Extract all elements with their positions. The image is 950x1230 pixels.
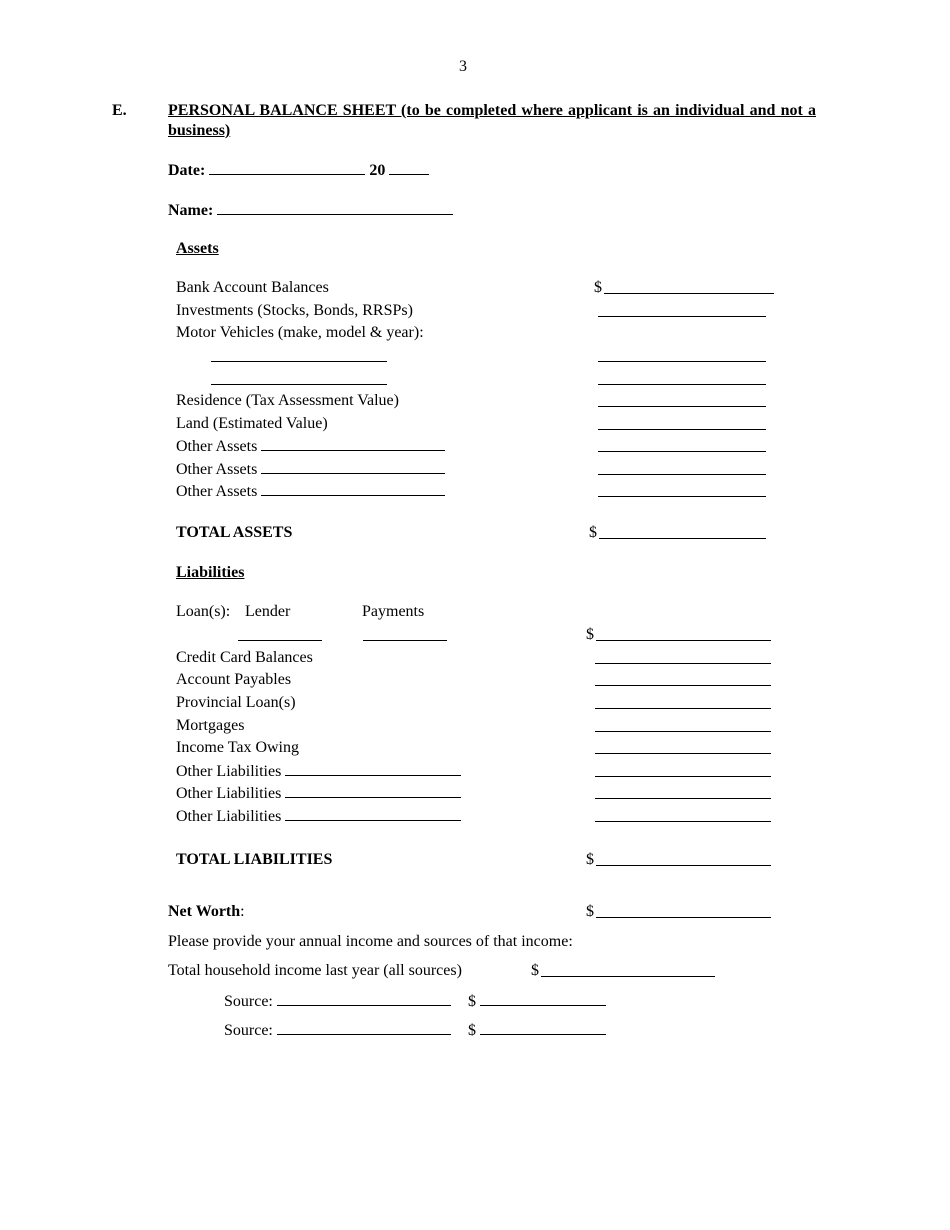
name-label: Name: [168,202,214,219]
bank-label: Bank Account Balances [176,279,329,296]
income-tax-amount-field[interactable] [595,753,771,754]
net-worth-currency: $ [586,903,594,920]
section-letter: E. [112,102,127,119]
other-assets-1-row [176,437,445,456]
vehicle-1-amount-field[interactable] [598,361,766,362]
source-1-label: Source: [224,993,273,1010]
vehicle-2-description-field[interactable] [211,384,387,385]
net-worth-label: Net Worth [168,903,241,920]
source-2-currency: $ [468,1022,476,1039]
lender-label: Lender [245,603,291,620]
name-field[interactable] [217,201,453,215]
net-worth-amount-field[interactable] [596,917,771,918]
other-liabilities-2-label: Other Liabilities [176,785,282,802]
other-assets-3-description-field[interactable] [261,482,445,496]
page-number: 3 [459,58,467,75]
source-2-amount-row [468,1021,606,1040]
total-income-amount-field[interactable] [541,976,715,977]
total-assets-amount-field[interactable] [599,538,766,539]
loans-label: Loan(s): [176,603,231,620]
section-title: PERSONAL BALANCE SHEET (to be completed where applicant is an individual and not a business) [168,102,816,139]
total-income-currency: $ [531,962,539,979]
residence-label: Residence (Tax Assessment Value) [176,392,399,409]
date-year-prefix: 20 [369,162,386,179]
source-1-amount-field[interactable] [480,992,606,1006]
total-liabilities-label: TOTAL LIABILITIES [176,851,333,868]
other-assets-1-description-field[interactable] [261,437,445,451]
bank-currency: $ [594,279,602,296]
other-liabilities-3-row [176,807,461,826]
payments-label: Payments [362,603,425,620]
other-assets-1-amount-field[interactable] [598,451,766,452]
source-1-row [224,992,451,1011]
land-amount-field[interactable] [598,429,766,430]
other-liabilities-1-amount-field[interactable] [595,776,771,777]
source-1-description-field[interactable] [277,992,451,1006]
other-assets-3-row [176,482,445,501]
net-worth-colon: : [240,903,245,920]
other-liabilities-3-description-field[interactable] [285,807,461,821]
other-assets-3-amount-field[interactable] [598,496,766,497]
other-liabilities-1-description-field[interactable] [285,762,461,776]
residence-amount-field[interactable] [598,406,766,407]
source-2-label: Source: [224,1022,273,1039]
account-payables-amount-field[interactable] [595,685,771,686]
other-assets-1-label: Other Assets [176,438,258,455]
credit-card-amount-field[interactable] [595,663,771,664]
source-2-amount-field[interactable] [480,1021,606,1035]
source-1-amount-row [468,992,606,1011]
other-liabilities-2-row [176,784,461,803]
other-assets-3-label: Other Assets [176,483,258,500]
provincial-loans-label: Provincial Loan(s) [176,694,296,711]
loan-payments-field[interactable] [363,640,447,641]
vehicle-2-amount-field[interactable] [598,384,766,385]
total-assets-currency: $ [589,524,597,541]
source-2-row [224,1021,451,1040]
assets-heading: Assets [176,240,219,257]
loans-amount-field[interactable] [596,640,771,641]
other-liabilities-1-label: Other Liabilities [176,763,282,780]
date-label: Date: [168,162,206,179]
other-liabilities-3-label: Other Liabilities [176,808,282,825]
investments-amount-field[interactable] [598,316,766,317]
land-label: Land (Estimated Value) [176,415,328,432]
total-liabilities-currency: $ [586,851,594,868]
date-field[interactable] [209,161,365,175]
total-assets-label: TOTAL ASSETS [176,524,293,541]
name-row [168,201,453,220]
other-assets-2-label: Other Assets [176,461,258,478]
other-assets-2-description-field[interactable] [261,460,445,474]
liabilities-heading: Liabilities [176,564,245,581]
bank-amount-field[interactable] [604,293,774,294]
motor-vehicles-label: Motor Vehicles (make, model & year): [176,324,424,341]
income-prompt: Please provide your annual income and sources of that income: [168,933,573,950]
other-liabilities-2-amount-field[interactable] [595,798,771,799]
mortgages-amount-field[interactable] [595,731,771,732]
investments-label: Investments (Stocks, Bonds, RRSPs) [176,302,413,319]
source-2-description-field[interactable] [277,1021,451,1035]
vehicle-1-description-field[interactable] [211,361,387,362]
total-liabilities-amount-field[interactable] [596,865,771,866]
other-assets-2-amount-field[interactable] [598,474,766,475]
date-row [168,161,429,180]
credit-card-label: Credit Card Balances [176,649,313,666]
source-1-currency: $ [468,993,476,1010]
date-year-field[interactable] [389,161,429,175]
mortgages-label: Mortgages [176,717,245,734]
other-liabilities-1-row [176,762,461,781]
loans-currency: $ [586,626,594,643]
income-tax-label: Income Tax Owing [176,739,299,756]
other-assets-2-row [176,460,445,479]
total-income-label: Total household income last year (all sources) [168,962,462,979]
other-liabilities-2-description-field[interactable] [285,784,461,798]
loan-lender-field[interactable] [238,640,322,641]
net-worth-row [168,903,245,921]
account-payables-label: Account Payables [176,671,292,688]
provincial-loans-amount-field[interactable] [595,708,771,709]
other-liabilities-3-amount-field[interactable] [595,821,771,822]
